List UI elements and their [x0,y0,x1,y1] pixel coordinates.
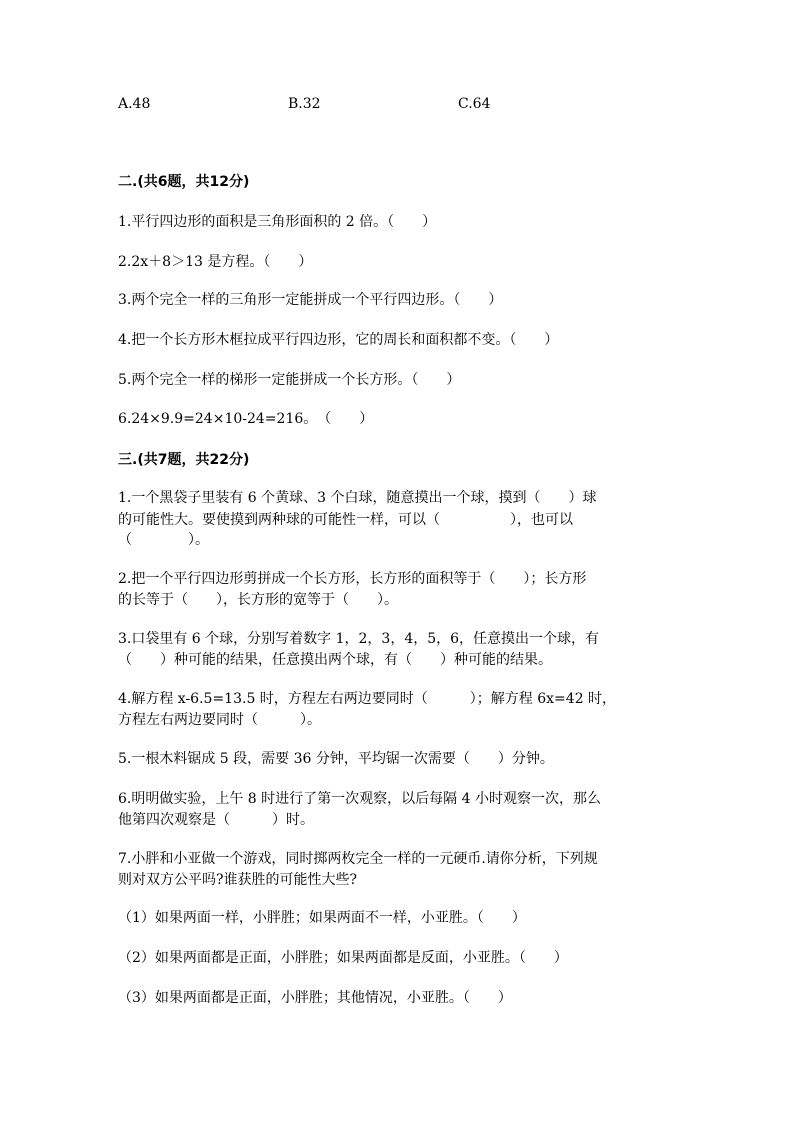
s3-q2-l2: 的长等于（ ），长方形的宽等于（ ）。 [118,592,398,608]
s3-q7-sub-2: （2）如果两面都是正面，小胖胜；如果两面都是反面，小亚胜。（ ） [118,950,568,966]
s2-item-1: 1.平行四边形的面积是三角形面积的 2 倍。（ ） [118,214,437,230]
s3-q3-l1: 3.口袋里有 6 个球，分别写着数字 1，2，3，4，5，6，任意摸出一个球，有 [118,631,600,647]
s3-q1-l1: 1.一个黑袋子里装有 6 个黄球、3 个白球，随意摸出一个球，摸到（ ）球 [118,490,597,506]
choice-c: C.64 [458,96,491,112]
s3-q1-l2: 的可能性大。要使摸到两种球的可能性一样，可以（ ），也可以 [118,512,573,528]
s2-item-3: 3.两个完全一样的三角形一定能拼成一个平行四边形。（ ） [118,292,503,308]
s3-q1-l3: （ ）。 [118,532,209,548]
s3-q2-l1: 2.把一个平行四边形剪拼成一个长方形，长方形的面积等于（ ）；长方形 [118,571,587,587]
s2-item-2: 2.2x＋8＞13 是方程。（ ） [118,254,313,270]
s3-q7-sub-1: （1）如果两面一样，小胖胜；如果两面不一样，小亚胜。（ ） [118,910,526,926]
s3-q6-l2: 他第四次观察是（ ）时。 [118,812,314,828]
s3-q3-l2: （ ）种可能的结果，任意摸出两个球，有（ ）种可能的结果。 [118,652,552,668]
choice-a: A.48 [118,96,151,112]
choice-b: B.32 [288,96,321,112]
s3-q4-l2: 方程左右两边要同时（ ）。 [118,712,321,728]
s3-q7-l1: 7.小胖和小亚做一个游戏，同时掷两枚完全一样的一元硬币.请你分析，下列规 [118,851,598,867]
s3-q7-l2: 则对双方公平吗?谁获胜的可能性大些? [118,872,358,888]
s2-item-6: 6.24×9.9=24×10-24=216。 （ ） [118,411,374,427]
s3-q4-l1: 4.解方程 x-6.5=13.5 时，方程左右两边要同时（ ）；解方程 6x=42 时， [118,691,617,707]
section2-title: 二.(共6题，共12分) [118,174,250,190]
s3-q5-l1: 5.一根木料锯成 5 段，需要 36 分钟，平均锯一次需要（ ）分钟。 [118,751,554,767]
section3-title: 三.(共7题，共22分) [118,452,250,468]
s3-q7-sub-3: （3）如果两面都是正面，小胖胜；其他情况，小亚胜。（ ） [118,990,512,1006]
s3-q6-l1: 6.明明做实验，上午 8 时进行了第一次观察，以后每隔 4 小时观察一次，那么 [118,791,601,807]
s2-item-5: 5.两个完全一样的梯形一定能拼成一个长方形。（ ） [118,372,461,388]
s2-item-4: 4.把一个长方形木框拉成平行四边形，它的周长和面积都不变。（ ） [118,332,559,348]
